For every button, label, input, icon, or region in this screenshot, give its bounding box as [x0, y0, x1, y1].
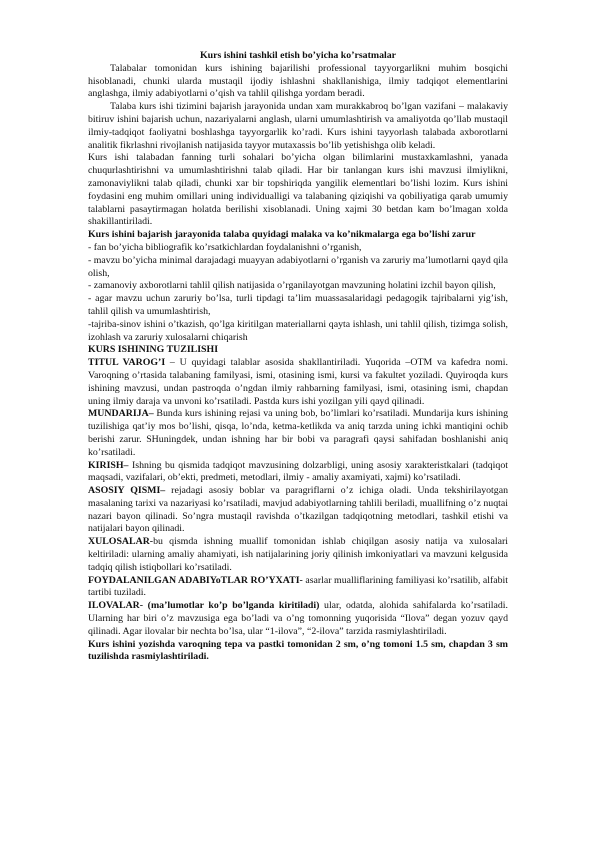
section-text: asarlar mualliflarining familiyasi ko’rsatilib, alfabit tartibi tuziladi. — [88, 574, 508, 599]
intro-paragraph-1: Talabalar tomonidan kurs ishining bajarilishi professional tayyorgarlikni muhim bosqichi hisoblanadi, chunki ularda mustaqil ijodiy ishlashni shakllanishiga, ilmiy tadqiqot elementlarini anglashga, ilmiy adabiyotlarni o’qish va tahlil qilishga yordam beradi. — [88, 62, 508, 100]
intro-paragraph-3: Kurs ishi talabadan fanning turli sohalari bo’yicha olgan bilimlarini mustaxkamlashni, yanada chuqurlashtirishni va umumlashtirishni talab qiladi. Har bir tanlangan kurs ishi mavzusi ilmiylikni, zamonaviylikni talab qiladi, chunki xar bir topshiriqda yangilik elementlari bo’lishi lozim. Kurs ishini foydasini eng muhim omillari uning individualligi va talabaning qiziqishi va qobiliyatiga qarab umumiy talablarni pasaytirmagan holatda berilishi xisoblanadi. Uning xajmi 30 betdan kam bo’lmagan xolda shakillantiriladi. — [88, 152, 508, 228]
section-references — [88, 575, 508, 601]
document-page — [88, 50, 508, 664]
section-lead: MUNDARIJA– — [88, 408, 154, 420]
section-lead: ASOSIY QISMI– — [88, 485, 166, 497]
skills-item-1: - fan bo’yicha bibliografik ko’rsatkichlardan foydalanishni o’rganish, — [88, 241, 362, 253]
section-lead: XULOSALAR- — [88, 536, 154, 548]
section-conclusions — [88, 536, 508, 574]
section-lead: FOYDALANILGAN ADABIYoTLAR RO’YXATI- — [88, 574, 303, 586]
section-text: Ishning bu qismida tadqiqot mavzusining dolzarbligi, uning asosiy xarakteristkalari (tadqiqot maqsadi, vazifalari, ob’ekti, predmeti, metodlari, ilmiy - amaliy axamiyati, xajmi) ko’rsatiladi. — [88, 459, 508, 484]
formatting-note: Kurs ishini yozishda varoqning tepa va pastki tomonidan 2 sm, o’ng tomoni 1.5 sm, chapdan 3 sm tuzilishda rasmiylashtiriladi. — [88, 638, 508, 663]
section-lead: KIRISH– — [88, 459, 129, 471]
section-introduction — [88, 460, 508, 486]
section-contents — [88, 408, 508, 459]
section-text: bu qismda ishning muallif tomonidan ishlab chiqilgan asosiy natija va xulosalari keltiriladi: ularning amaliy ahamiyati, ish natijalarining joriy qilinish imkoniyatlari va mavzuni kelgusida tadqiq qilish istiqbollari ko’rsatiladi. — [88, 536, 508, 573]
section-text: ular, odatda, alohida sahifalarda ko’rsatiladi. Ularning har biri o’z mavzusiga ega bo’ladi va o’ng tomonning yuqorisida “Ilova” degan yozuv qayd qilinadi. Agar ilovalar bir nechta bo’lsa, ular “1-ilova”, “2-ilova” tarzida rasmiylashtiriladi. — [88, 600, 508, 637]
skills-item-2: - mavzu bo’yicha minimal darajadagi muayyan adabiyotlarni o’rganish va zaruriy ma’lumotlarni qayd qila olish, — [88, 254, 508, 279]
section-main-part — [88, 485, 508, 536]
section-appendices — [88, 600, 508, 638]
skills-item-4: - agar mavzu uchun zaruriy bo’lsa, turli tipdagi ta’lim muassasalaridagi pedagogik tajribalarni yig’ish, tahlil qilish va umumlashtirish, — [88, 293, 508, 317]
section-text: rejadagi asosiy boblar va paragriflarni o’z ichiga oladi. Unda tekshirilayotgan masalaning tarixi va nazariyasi ko’rsatiladi, mavjud adabiyotlarning tahlili beriladi, muallifning o’z nuqtai nazari bayon qilinadi. So’ngra mustaqil ravishda o’tkazilgan tadqiqotning metodlari, tashkil etishi va natijalari bayon qilinadi. — [88, 485, 508, 535]
document-title: Kurs ishini tashkil etish bo’yicha ko’rsatmalar — [199, 50, 397, 61]
skills-item-5: -tajriba-sinov ishini o’tkazish, qo’lga kiritilgan materiallarni qayta ishlash, uni tahlil qilish, tizimga solish, izohlash va zaruriy xulosalarni chiqarish — [88, 318, 508, 343]
skills-item-3: - zamanoviy axborotlarni tahlil qilish natijasida o’rganilayotgan mavzuning holatini izchil bayon qilish, — [88, 280, 496, 292]
structure-heading: KURS ISHINING TUZILISHI — [88, 344, 219, 356]
section-text: Bunda kurs ishining rejasi va uning bob, bo’limlari ko’rsatiladi. Mundarija kurs ishining tuzilishiga qat’iy mos bo’lishi, qisqa, lo’nda, ketma-ketlikda va aniq tarzda uning ichki mantiqini ochib berishi zarur. SHuningdek, undan ishning har bir bobi va paragrafi qaysi sahifadan boshlanishi aniq ko’rsatiladi. — [88, 408, 508, 458]
section-text: – U quyidagi talablar asosida shakllantiriladi. Yuqorida –OTM va kafedra nomi. Varoqning o’rtasida talabaning familyasi, ismi, otasining ismi, kursi va fakultet yoziladi. Quyiroqda kurs ishining mavzusi, undan pastroqda o’ngdan ilmiy rahbarning familyasi, ismi, otasining ismi, chapdan uning ilmiy daraja va unvoni ko’rsatiladi. Pastda kurs ishi yozilgan yili qayd qilinadi. — [88, 357, 508, 407]
section-lead: ILOVALAR- (ma’lumotlar ko’p bo’lganda kiritiladi) — [88, 600, 320, 612]
skills-heading: Kurs ishini bajarish jarayonida talaba quyidagi malaka va ko’nikmalarga ega bo’lishi zarur — [88, 229, 476, 241]
section-lead: TITUL VAROG’I — [88, 357, 166, 369]
intro-paragraph-2: Talaba kurs ishi tizimini bajarish jarayonida undan xam murakkabroq bo’lgan vazifani – malakaviy bitiruv ishini bajarish uchun, nazariyalarni anglash, ularni umumlashtirish va amaliyotda qo’llab mustaqil ilmiy-tadqiqot faoliyatni boshlashga tayyorgarlik ko’radi. Kurs ishini tayyorlash talabada axborotlarni analitik fikrlashni rivojlanish natijasida tayyor mutaxassis bo’lib yetishishga olib keladi. — [88, 101, 508, 151]
section-title-page — [88, 357, 508, 408]
